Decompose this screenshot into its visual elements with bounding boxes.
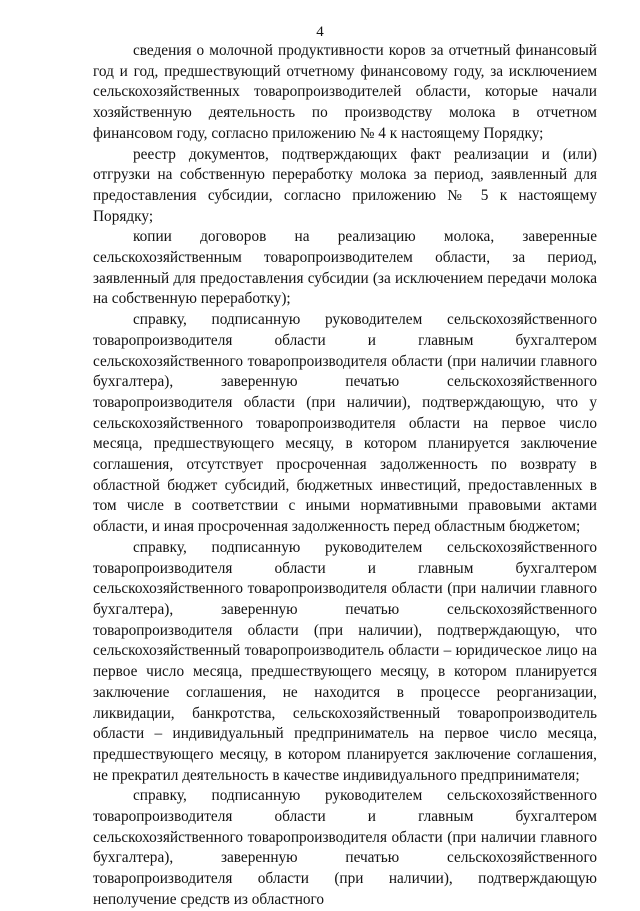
paragraph-no-reorganization-certificate: справку, подписанную руководителем сельскохозяйственного товаропроизводителя области и главным бухгалтером сельскохозяйственного товаропроизводителя области (при наличии главного бухгалтера), заверенную печатью сельскохозяйственного товаропроизводителя области (при наличии), подтверждающую, что сельскохозяйственный товаропроизводитель области – юридическое лицо на первое число месяца, предшествующего месяцу, в котором планируется заключение соглашения, не находится в процессе реорганизации, ликвидации, банкротства, сельскохозяйственный товаропроизводитель области – индивидуальный предприниматель на первое число месяца, предшествующего месяцу, в котором планируется заключение соглашения, не прекратил деятельность в качестве индивидуального предпринимателя; — [93, 538, 597, 784]
paragraph-no-funds-certificate: справку, подписанную руководителем сельскохозяйственного товаропроизводителя области и главным бухгалтером сельскохозяйственного товаропроизводителя области (при наличии главного бухгалтера), заверенную печатью сельскохозяйственного товаропроизводителя области (при наличии), подтверждающую неполучение средств из областного — [93, 787, 597, 908]
paragraph-milk-productivity: сведения о молочной продуктивности коров за отчетный финансовый год и год, предшествующий отчетному финансовому году, за исключением сельскохозяйственных товаропроизводителей области, которые начали хозяйственную деятельность по производству молока в отчетном финансовом году, согласно приложению № 4 к настоящему Порядку; — [93, 42, 597, 142]
document-body — [93, 41, 597, 911]
paragraph-contract-copies: копии договоров на реализацию молока, заверенные сельскохозяйственным товаропроизводителем области, за период, заявленный для предоставления субсидии (за исключением передачи молока на собственную переработку); — [93, 228, 597, 308]
paragraph-no-debt-certificate: справку, подписанную руководителем сельскохозяйственного товаропроизводителя области и главным бухгалтером сельскохозяйственного товаропроизводителя области (при наличии главного бухгалтера), заверенную печатью сельскохозяйственного товаропроизводителя области (при наличии), подтверждающую, что у сельскохозяйственного товаропроизводителя области на первое число месяца, предшествующего месяцу, в котором планируется заключение соглашения, отсутствует просроченная задолженность по возврату в областной бюджет субсидий, бюджетных инвестиций, предоставленных в том числе в соответствии с иными нормативными правовыми актами области, и иная просроченная задолженность перед областным бюджетом; — [93, 311, 597, 536]
paragraph-documents-registry: реестр документов, подтверждающих факт реализации и (или) отгрузки на собственную переработку молока за период, заявленный для предоставления субсидии, согласно приложению № 5 к настоящему Порядку; — [93, 145, 597, 225]
page-number: 4 — [316, 24, 324, 40]
